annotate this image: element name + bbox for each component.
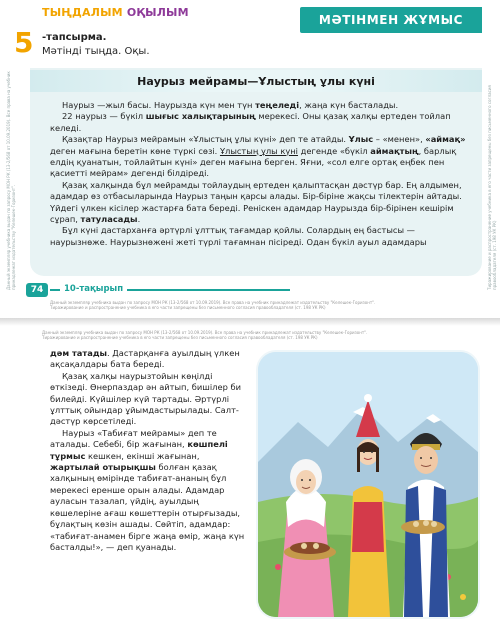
reading-title: Наурыз мейрамы—Ұлыстың ұлы күні xyxy=(30,70,482,92)
side-legal-note-right: Тиражирование и распространение учебника в его части запрещены без письменного согласия правообладателя (ст. 198 УК РК) xyxy=(487,85,497,290)
reading-text xyxy=(50,100,468,248)
task-number: 5 xyxy=(14,26,34,59)
legal-notice-lower: Данный экземпляр учебника выдан по запросу МОН РК (13-2/568 от 10.09.2019). Все права на учебник принадлежат издательству "Келешек-Горизонт". Тиражирование и распространение учебника в его части запрещены без письменного согласия правообладателя (ст. 198 УК РК) xyxy=(42,330,368,340)
paragraph: Қазақтар Наурыз мейрамын «Ұлыстың ұлы күні» деп те атайды. Ұлыс – «менен», «аймақ» деген мағына беретін көне түркі сөзі. Ұлыстың ұлы күні дегенде «бүкіл аймақтың, барлық елдің қуанатын, тойлайтын күні» деген мағына берген. Яғни, «сол елге ортақ еңбек пен қасиетті мейрам» дегенді білдіреді. xyxy=(50,134,466,179)
paragraph: Наурыз «Табиғат мейрамы» деп те аталады. Себебі, бір жағынан, көшпелі тұрмыс кешкен, екінші жағынан, жартылай отырықшы болған қазақ халқының өмірінде табиғат-ананың бұл мерекесі еренше орын алады. Адамдар ауласын тазалап, үйдің, ауылдың көшелеріне ағаш көшеттерін отырғызады, бұлақтың көзін ашады. Сөйтіп, адамдар: «табиғат-анамен бірге жаңа өмір, жаңа күн басталды!», — деп қуанады. xyxy=(50,427,245,552)
paragraph: Қазақ халқы наурызтойын көңілді өткізеді. Өнерпаздар ән айтып, бишілер би билейді. Күйшілер күй тартады. Әртүрлі ұлттық ойындар ұйымдастырылады. Салт-дәстүр көрсетіледі. xyxy=(50,370,241,427)
continuation-text xyxy=(50,348,246,553)
text-work-banner: МӘТІНМЕН ЖҰМЫС xyxy=(300,7,482,33)
paragraph: Қазақ халқында бұл мейрамды тойлаудың ертеден қалыптасқан дәстүр бар. Ең алдымен, адамдар өз отбасыларында Наурыз таңын қарсы алады. Бір-біріне жақсы тілектерін айтады. Үйдегі үлкен кісілер жастарға бата береді. Реніскен адамдар Наурызда бір-бірінен кешірім сұрап, татуласады. xyxy=(50,179,462,225)
section-listening: ТЫҢДАЛЫМ xyxy=(42,6,123,19)
page-divider xyxy=(0,318,500,326)
paragraph: 22 наурыз — бүкіл шығыс халықтарының мерекесі. Оны қазақ халқы ертеден тойлап келеді. xyxy=(50,111,451,133)
family-illustration-svg xyxy=(258,352,478,617)
section-reading: ОҚЫЛЫМ xyxy=(126,6,189,19)
paragraph: Бұл күні дастарханға әртүрлі ұлттық тағамдар қойлы. Солардың ең бастысы — наурызнөже. Наурызнөжені жеті түрлі тағамнан пісіреді. Одан бүкіл ауыл адамдары xyxy=(50,225,427,247)
nauryz-illustration xyxy=(258,352,478,617)
section-title xyxy=(42,6,189,19)
paragraph: дәм татады. Дастарқанға ауылдың үлкен ақсақалдары бата береді. xyxy=(50,348,240,370)
task-instruction: Мәтінді тыңда. Оқы. xyxy=(42,46,150,57)
paragraph: Наурыз —жыл басы. Наурызда күн мен түн теңеледі, жаңа күн басталады. xyxy=(62,100,399,110)
topic-label: 10-тақырып xyxy=(60,284,127,294)
side-legal-note: Данный экземпляр учебника выдан по запросу МОН РК (13-2/568 от 10.09.2019). Все права на учебник принадлежат издательству "Келешек-Горизонт". xyxy=(6,71,16,290)
legal-notice: Данный экземпляр учебника выдан по запросу МОН РК (13-2/568 от 10.09.2019). Все права на учебник принадлежат издательству "Келешек-Горизонт". Тиражирование и распространение учебника в его части запрещены без письменного согласия правообладателя (ст. 198 УК РК) xyxy=(50,300,376,310)
page-number: 74 xyxy=(26,283,48,297)
task-label: -тапсырма. xyxy=(42,32,107,43)
